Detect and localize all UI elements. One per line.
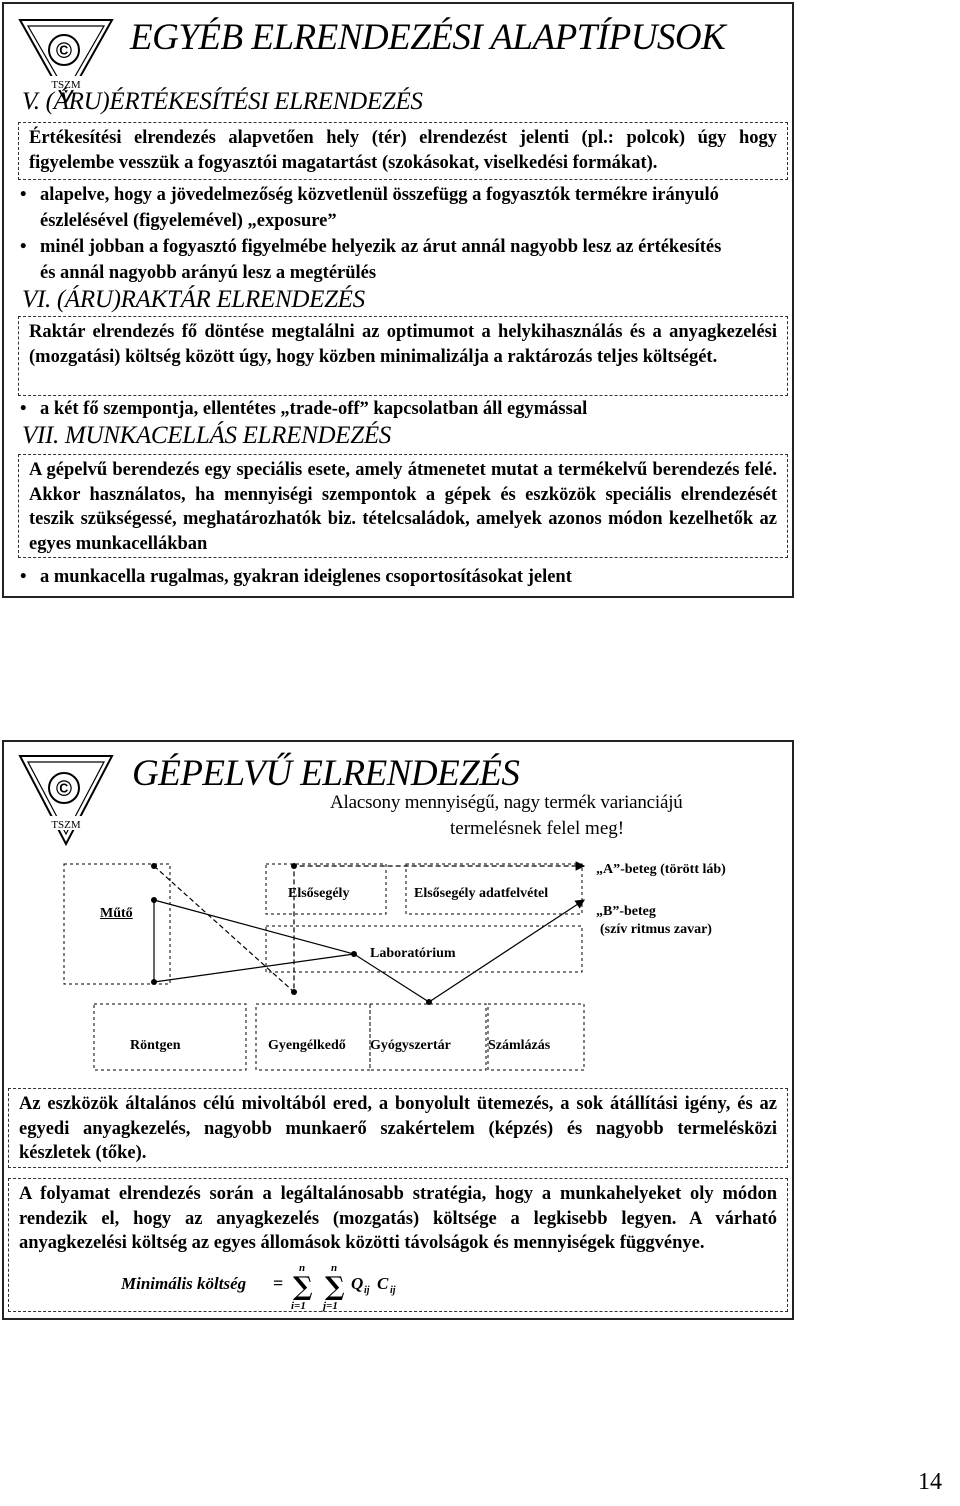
section-5-box: Értékesítési elrendezés alapvetően hely (tér) elrendezést jelenti (pl.: polcok) úgy hogy figyelembe vesszük a fogyasztói magatartást (szokásokat, viselkedési formákat). — [18, 122, 788, 180]
slide-2-subtitle-1: Alacsony mennyiségű, nagy termék varianciájú — [330, 792, 683, 813]
section-7-bullet-1: • a munkacella rugalmas, gyakran ideiglenes csoportosításokat jelent — [20, 564, 780, 590]
label-elsosegely: Elsősegély — [288, 886, 350, 901]
node — [291, 989, 297, 995]
svg-text:©: © — [55, 776, 73, 801]
node — [151, 897, 157, 903]
bullet-dot: • — [20, 567, 27, 587]
slide-1-title: EGYÉB ELRENDEZÉSI ALAPTÍPUSOK — [130, 17, 726, 58]
slide-2-title: GÉPELVŰ ELRENDEZÉS — [132, 753, 520, 794]
legend-b-patient-detail: (szív ritmus zavar) — [600, 922, 712, 937]
section-6-box: Raktár elrendezés fő döntése megtalálni az optimumot a helykihasználás és a anyagkezelési (mozgatási) költség között úgy, hogy közben minimalizálja a raktározás teljes költségét. — [18, 316, 788, 396]
box-gyengelkedo — [256, 1004, 370, 1070]
legend-b-patient: „B”-beteg — [596, 904, 656, 919]
node — [291, 863, 297, 869]
svg-text:n: n — [299, 1262, 306, 1274]
svg-text:ij: ij — [364, 1285, 370, 1296]
node — [151, 979, 157, 985]
svg-text:©: © — [55, 38, 73, 63]
label-gyogyszertar: Gyógyszertár — [370, 1038, 451, 1053]
box-rontgen — [94, 1004, 246, 1070]
bullet-dot: • — [20, 399, 27, 419]
box-szamlazas — [488, 1004, 584, 1070]
svg-text:ij: ij — [390, 1285, 396, 1296]
tszm-logo — [16, 752, 116, 848]
svg-text:∑: ∑ — [293, 1272, 313, 1302]
box-gyogyszertar — [370, 1004, 486, 1070]
label-adatfelvetel: Elsősegély adatfelvétel — [414, 886, 549, 901]
svg-text:Minimális költség: Minimális költség — [121, 1274, 247, 1293]
page-number: 14 — [918, 1469, 942, 1495]
slide-2-box-2-text: A folyamat elrendezés során a legáltalánosabb stratégia, hogy a munkahelyeket oly módon rendezik el, hogy az anyagkezelés (mozgatás) költsége a legkisebb legyen. A várható anyagkezelési költség az egyes állomások közötti távolságok és mennyiségek függvénye. — [19, 1184, 777, 1253]
slide-1 — [2, 2, 794, 598]
slide-2-box-2 — [8, 1178, 788, 1312]
node — [151, 863, 157, 869]
svg-text:TSZM: TSZM — [51, 79, 81, 91]
label-szamlazas: Számlázás — [488, 1038, 551, 1053]
section-5-heading: V. (ÁRU)ÉRTÉKESÍTÉSI ELRENDEZÉS — [22, 88, 423, 115]
node — [351, 951, 357, 957]
bullet-dot: • — [20, 237, 27, 257]
node — [426, 999, 432, 1005]
svg-text:=: = — [273, 1273, 284, 1293]
label-laboratorium: Laboratórium — [370, 946, 456, 961]
svg-text:TSZM: TSZM — [51, 819, 81, 831]
label-gyengelkedo: Gyengélkedő — [268, 1038, 346, 1053]
section-7-box: A gépelvű berendezés egy speciális esete, amely átmenetet mutat a termékelvű berendezés felé. Akkor használatos, ha mennyiségi szempontok a gépek és eszközök speciális elrendezését teszik szükségessé, meghatározhatók biz. tételcsaládok, amelyek azonos módon kezelhetők az egyes munkacellákban — [18, 454, 788, 558]
slide-2-subtitle-2: termelésnek felel meg! — [450, 818, 625, 839]
legend-a-patient: „A”-beteg (törött láb) — [596, 862, 726, 877]
label-muto: Műtő — [100, 906, 133, 921]
slide-2-box-1: Az eszközök általános célú mivoltából ered, a bonyolult ütemezés, a sok átállítási igény, és az egyedi anyagkezelés, nagyobb munkaerő szakértelem (képzés) és nagyobb termelésközi készletek (tőke). — [8, 1088, 788, 1168]
svg-text:C: C — [377, 1274, 389, 1293]
section-5-bullet-2: • minél jobban a fogyasztó figyelmébe helyezik az árut annál nagyobb lesz az értékesítés és annál nagyobb arányú lesz a megtérülés — [20, 234, 740, 286]
section-6-heading: VI. (ÁRU)RAKTÁR ELRENDEZÉS — [22, 286, 365, 313]
cost-formula — [121, 1261, 421, 1313]
path-b-patient — [154, 900, 584, 1002]
svg-text:j=1: j=1 — [323, 1300, 338, 1312]
svg-text:i=1: i=1 — [291, 1300, 306, 1312]
svg-text:∑: ∑ — [325, 1272, 345, 1302]
label-rontgen: Röntgen — [130, 1038, 181, 1053]
bullet-dot: • — [20, 185, 27, 205]
svg-text:n: n — [331, 1262, 338, 1274]
section-7-heading: VII. MUNKACELLÁS ELRENDEZÉS — [22, 422, 391, 449]
svg-text:Q: Q — [351, 1274, 364, 1293]
slide-2 — [2, 740, 794, 1320]
section-5-bullet-1: • alapelve, hogy a jövedelmezőség közvetlenül összefügg a fogyasztók termékre irányuló észlelésével (figyelemével) „exposure” — [20, 182, 740, 234]
section-6-bullet-1: • a két fő szempontja, ellentétes „trade-off” kapcsolatban áll egymással — [20, 396, 780, 422]
